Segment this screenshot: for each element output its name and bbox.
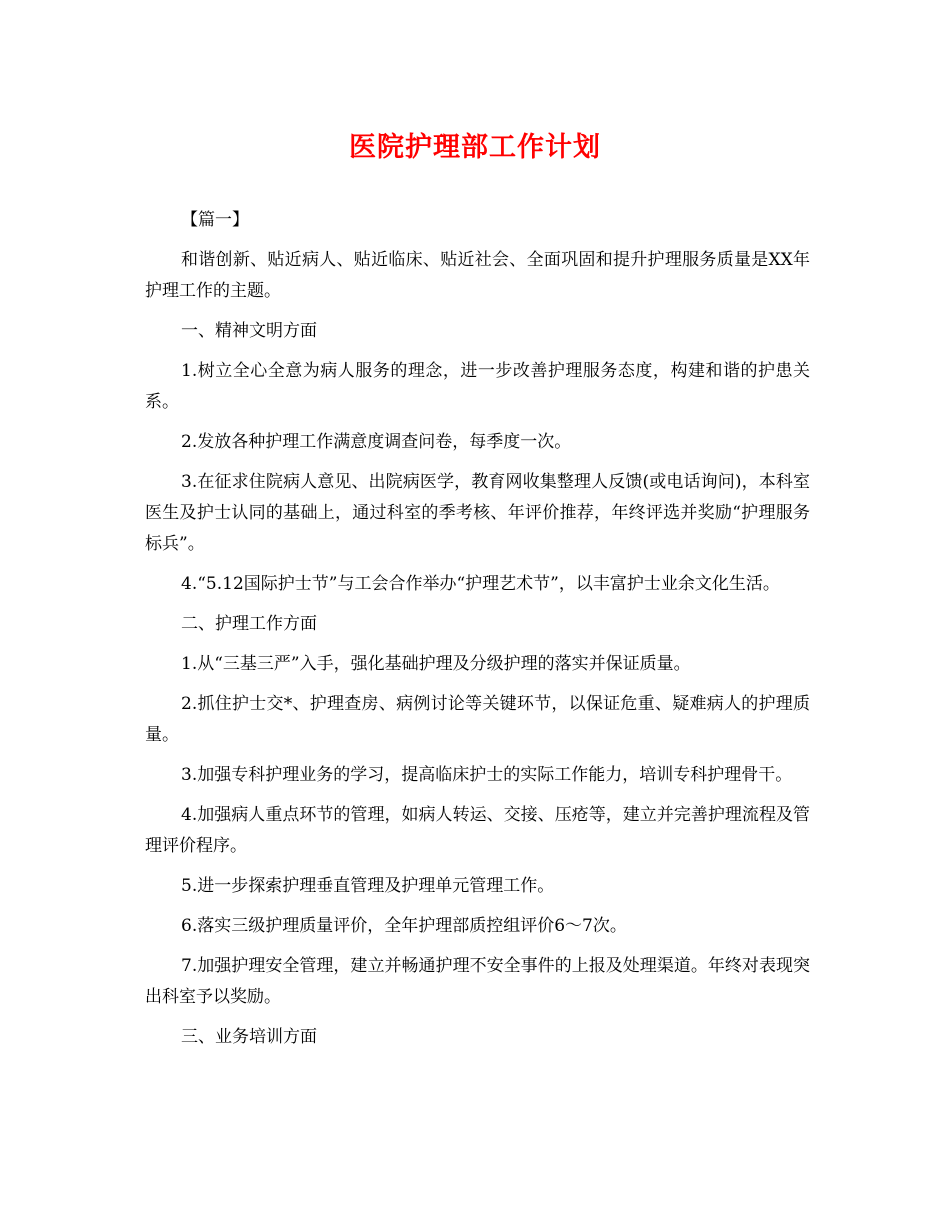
list-item: 1.从“三基三严”入手，强化基础护理及分级护理的落实并保证质量。 [181,654,691,674]
document-title: 医院护理部工作计划 [349,132,601,163]
list-item: 2.发放各种护理工作满意度调查问卷，每季度一次。 [181,432,572,452]
section-heading-part-one: 【篇一】 [181,210,249,230]
intro-paragraph: 和谐创新、贴近病人、贴近临床、贴近社会、全面巩固和提升护理服务质量是XX年护理工作的主题。 [145,250,810,301]
list-item: 7.加强护理安全管理，建立并畅通护理不安全事件的上报及处理渠道。年终对表现突出科室予以奖励。 [145,956,810,1007]
list-item: 3.加强专科护理业务的学习，提高临床护士的实际工作能力，培训专科护理骨干。 [181,765,793,785]
document-body [145,205,810,1062]
list-item: 1.树立全心全意为病人服务的理念，进一步改善护理服务态度，构建和谐的护患关系。 [145,361,810,412]
list-item: 6.落实三级护理质量评价，全年护理部质控组评价6～7次。 [181,916,627,936]
section-heading-training: 三、业务培训方面 [181,1027,317,1047]
list-item: 4.“5.12国际护士节”与工会合作举办“护理艺术节”，以丰富护士业余文化生活。 [181,574,780,594]
list-item: 2.抓住护士交*、护理查房、病例讨论等关键环节，以保证危重、疑难病人的护理质量。 [145,694,810,745]
list-item: 5.进一步探索护理垂直管理及护理单元管理工作。 [181,876,555,896]
section-heading-nursing-work: 二、护理工作方面 [181,614,317,634]
list-item: 3.在征求住院病人意见、出院病医学，教育网收集整理人反馈(或电话询问)，本科室医生及护士认同的基础上，通过科室的季考核、年评价推荐，年终评选并奖励“护理服务标兵”。 [145,472,810,554]
section-heading-spiritual: 一、精神文明方面 [181,321,317,341]
list-item: 4.加强病人重点环节的管理，如病人转运、交接、压疮等，建立并完善护理流程及管理评价程序。 [145,805,810,856]
